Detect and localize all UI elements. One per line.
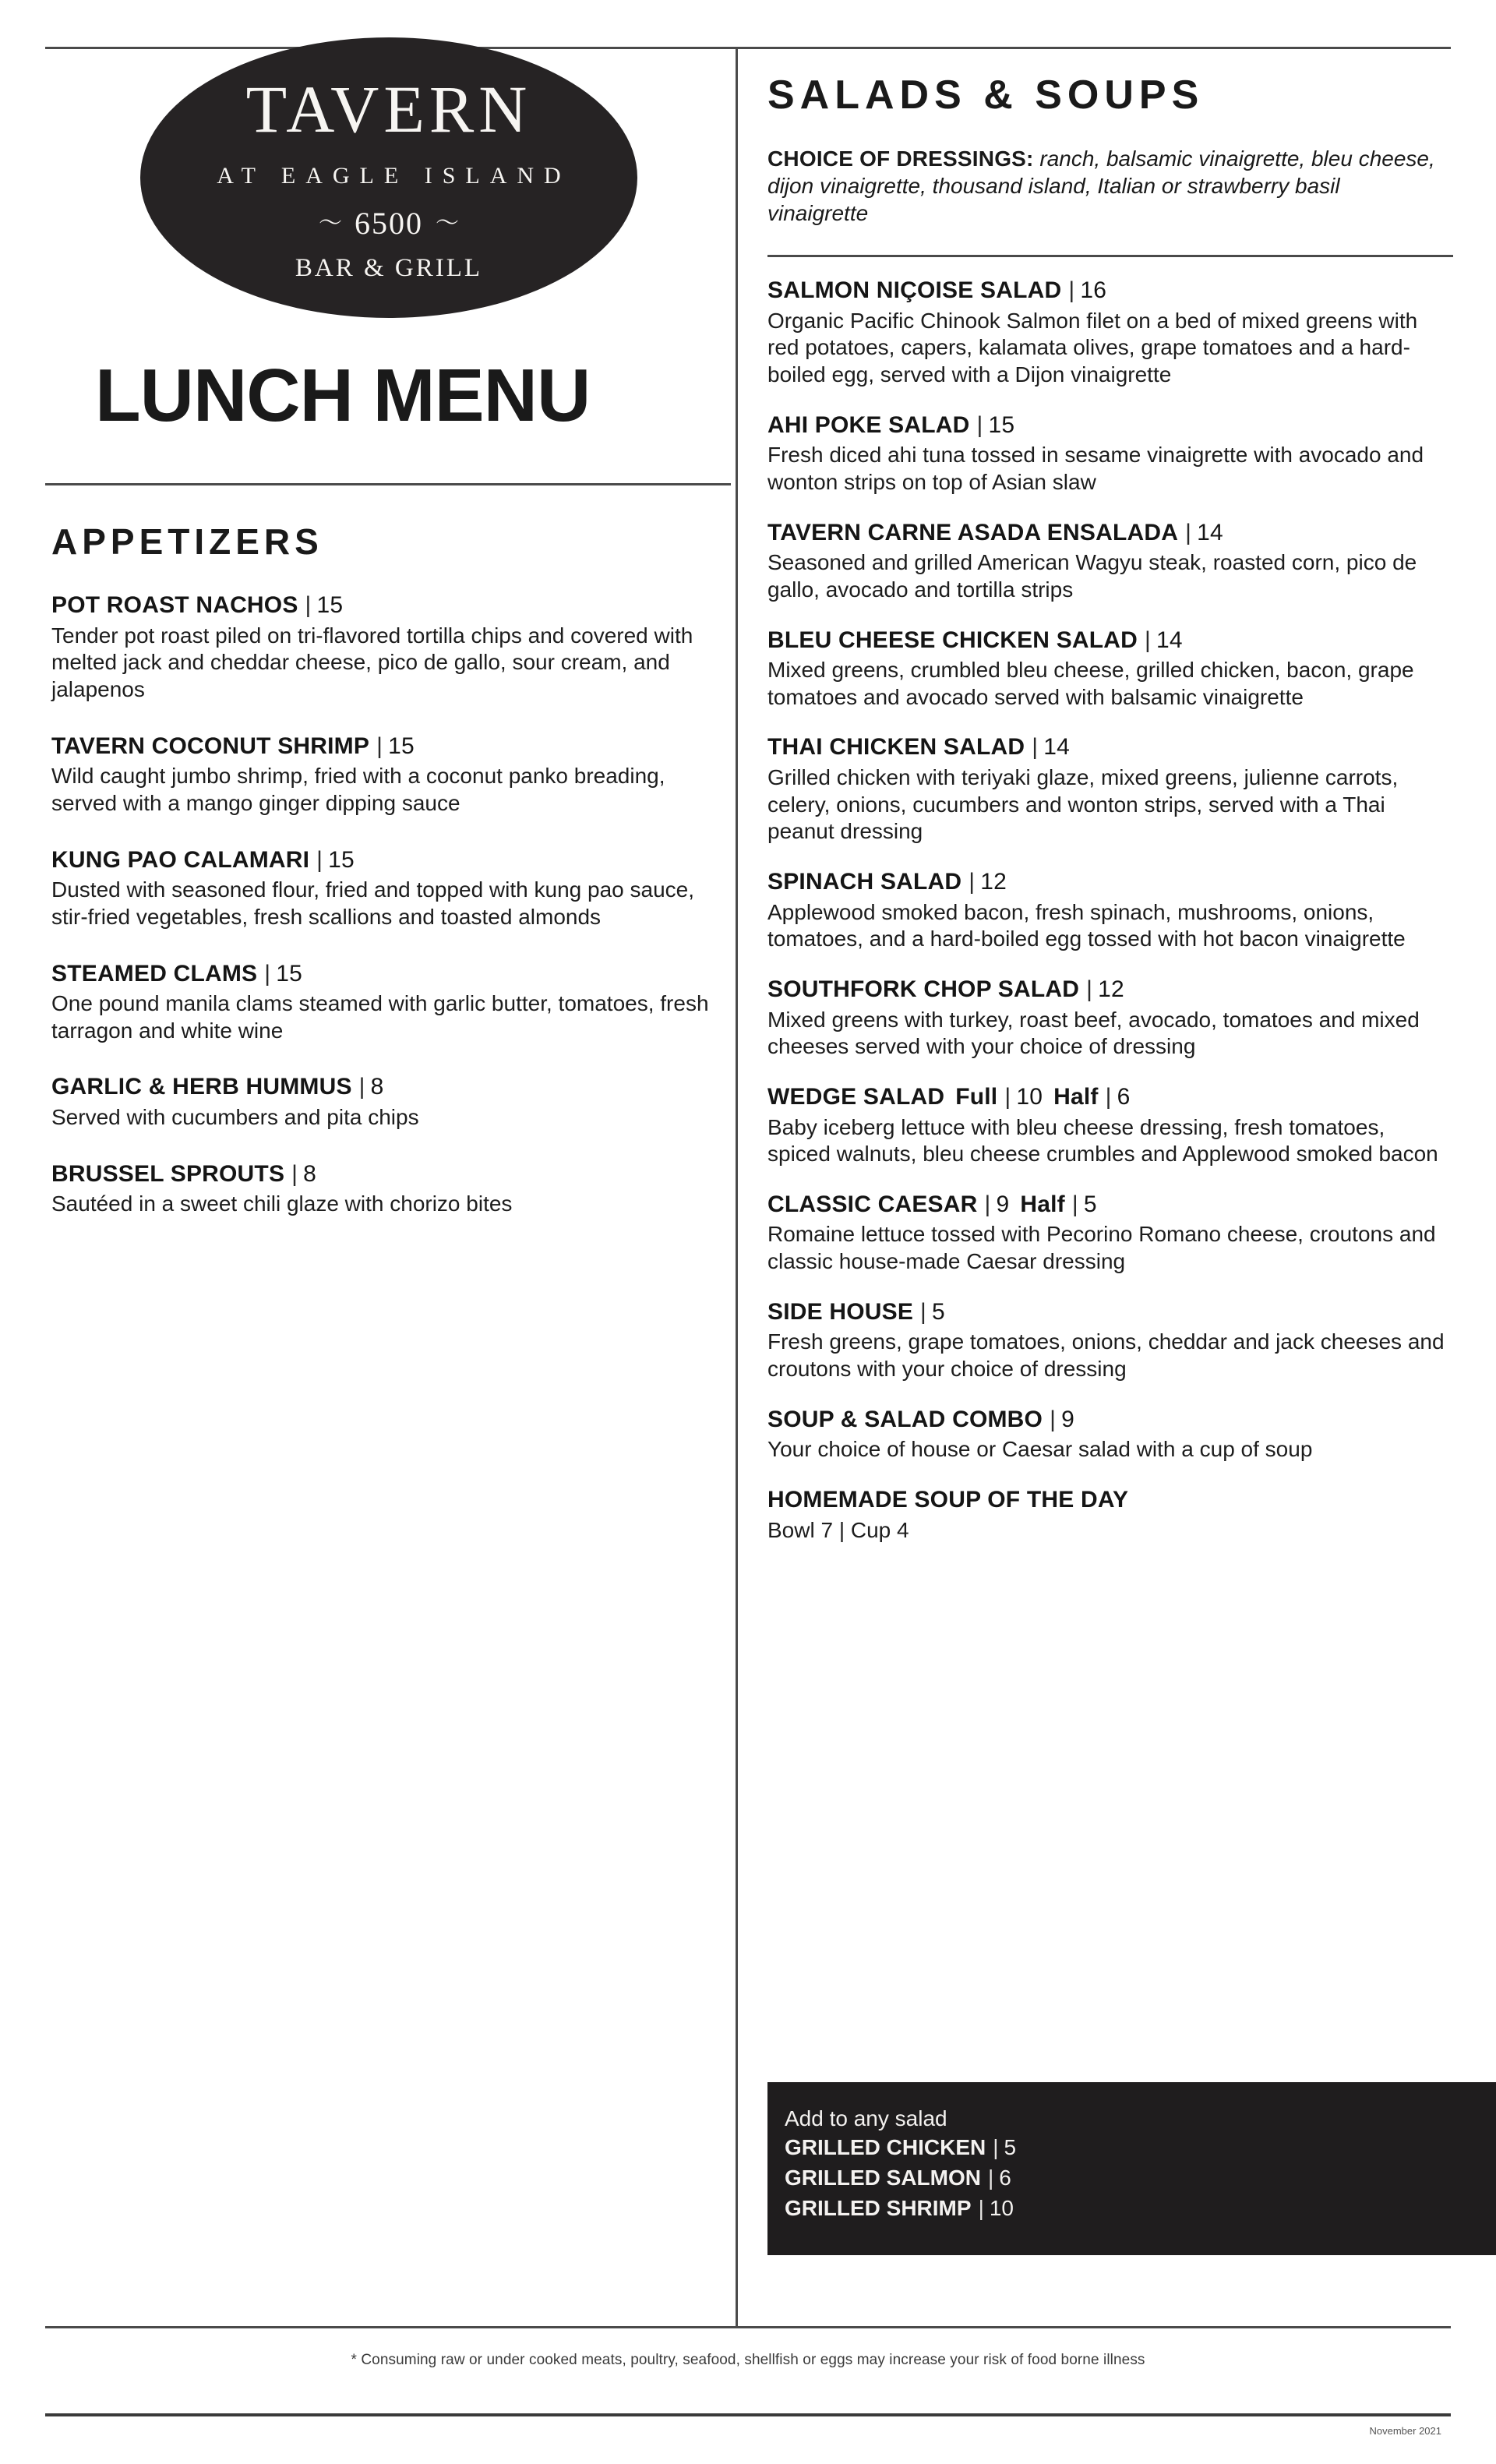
menu-item-header [767,869,1453,896]
menu-item-description: Organic Pacific Chinook Salmon filet on a bed of mixed greens with red potatoes, capers, kalamata olives, grape tomatoes and a hard-boiled egg, served with a Dijon vinaigrette [767,308,1418,387]
menu-item-name: CLASSIC CAESAR [767,1191,978,1217]
menu-item-description: Bowl 7 | Cup 4 [767,1517,909,1542]
left-column [48,354,726,1248]
menu-item-name: POT ROAST NACHOS [51,592,298,618]
add-to-salad-lead: Add to any salad [785,2106,947,2130]
price-separator: | [969,869,976,895]
page-title: LUNCH MENU [95,354,591,437]
menu-item-name: SALMON NIÇOISE SALAD [767,277,1062,303]
add-on-price: 5 [1004,2134,1017,2159]
menu-item-price: 12 [1098,976,1124,1003]
swash-left-icon: 〜 [319,210,342,236]
add-on-separator: | [993,2134,999,2159]
menu-item-header [51,847,726,874]
price-separator: | [264,960,271,987]
price-separator: | [1068,277,1075,303]
menu-item-description: Grilled chicken with teriyaki glaze, mixed greens, julienne carrots, celery, onions, cucumbers and wonton strips, served with a Thai peanut dressing [767,764,1399,844]
add-to-salad-rows [785,2134,1496,2223]
menu-item-header [51,733,726,761]
menu-item-name: GARLIC & HERB HUMMUS [51,1074,352,1100]
menu-item-name: TAVERN COCONUT SHRIMP [51,732,370,759]
menu-item-description: Mixed greens, crumbled bleu cheese, grilled chicken, bacon, grape tomatoes and avocado served with balsamic vinaigrette [767,658,1414,709]
menu-item-name: TAVERN CARNE ASADA ENSALADA [767,519,1179,545]
menu-item-price: 8 [370,1074,384,1100]
menu-item [767,869,1453,953]
menu-item-description: Romaine lettuce tossed with Pecorino Romano cheese, croutons and classic house-made Caesar dressing [767,1222,1436,1274]
appetizers-section-heading: APPETIZERS [51,521,323,562]
menu-item-description: Fresh greens, grape tomatoes, onions, cheddar and jack cheeses and croutons with your choice of dressing [767,1329,1445,1382]
right-column [767,72,1453,1567]
menu-item-price: 16 [1080,277,1107,303]
menu-item-description: Served with cucumbers and pita chips [51,1104,419,1129]
menu-item [767,734,1453,845]
price-separator-secondary: | [1105,1084,1112,1110]
logo-text-group [140,37,637,318]
swash-right-icon: 〜 [436,210,459,236]
add-on-price: 6 [999,2165,1011,2190]
menu-item-price: 12 [980,869,1007,895]
price-separator: | [1145,627,1152,653]
add-on-separator: | [978,2195,984,2220]
add-on-name: GRILLED SHRIMP [785,2195,972,2220]
price-separator: | [1086,976,1093,1003]
menu-item-price: 14 [1043,734,1071,761]
menu-item-name: SOUP & SALAD COMBO [767,1406,1043,1432]
logo-brand-name: TAVERN [245,72,532,146]
menu-item-description: Fresh diced ahi tuna tossed in sesame vinaigrette with avocado and wonton strips on top of Asian slaw [767,443,1424,494]
price-separator: | [1050,1406,1057,1432]
menu-item [767,412,1453,496]
menu-item-price-secondary: 6 [1117,1084,1131,1110]
footer-disclaimer: * Consuming raw or under cooked meats, poultry, seafood, shellfish or eggs may increase your risk of food borne illness [351,2352,1145,2368]
footer-bottom-rule [45,2413,1451,2416]
price-separator: | [1032,734,1039,761]
menu-item-name: SIDE HOUSE [767,1298,914,1325]
menu-item-description: Your choice of house or Caesar salad with a cup of soup [767,1437,1313,1462]
add-on-row [785,2164,1496,2193]
menu-item-price: 14 [1156,627,1183,653]
menu-item-header [767,1407,1453,1434]
menu-item-name: SOUTHFORK CHOP SALAD [767,976,1080,1003]
menu-item [767,976,1453,1061]
menu-item [51,1074,726,1131]
price-separator: | [316,846,323,873]
menu-item-description: One pound manila clams steamed with garlic butter, tomatoes, fresh tarragon and white wine [51,991,709,1043]
menu-item-header [767,627,1453,655]
add-on-price: 10 [989,2195,1014,2220]
menu-item-size-label-secondary: Half [1020,1191,1065,1217]
menu-item-description: Sautéed in a sweet chili glaze with chorizo bites [51,1191,513,1216]
menu-item-price-secondary: 5 [1083,1191,1097,1217]
price-separator: | [305,592,312,618]
menu-item-price: 9 [996,1191,1010,1217]
menu-item-price: 5 [932,1298,945,1325]
menu-item-price: 15 [316,592,344,618]
menu-item-name: BRUSSEL SPROUTS [51,1160,285,1187]
menu-item-header [767,734,1453,761]
menu-item-price: 8 [303,1160,317,1187]
menu-item [51,1161,726,1218]
add-on-name: GRILLED SALMON [785,2165,981,2190]
salads-item-list [767,277,1453,1544]
column-divider [736,47,738,2326]
menu-item-header [767,520,1453,547]
menu-item-name: WEDGE SALAD [767,1084,945,1110]
price-separator-secondary: | [1071,1191,1078,1217]
menu-item-description: Seasoned and grilled American Wagyu steak, roasted corn, pico de gallo, avocado and tortilla strips [767,550,1417,602]
footer-date: November 2021 [1369,2425,1441,2437]
menu-item-name: SPINACH SALAD [767,869,962,895]
menu-item-price: 15 [328,846,355,873]
menu-item-header [767,412,1453,439]
menu-item-description: Tender pot roast piled on tri-flavored tortilla chips and covered with melted jack and cheddar cheese, pico de gallo, sour cream, and jalapenos [51,623,693,701]
menu-item-description: Mixed greens with turkey, roast beef, avocado, tomatoes and mixed cheeses served with your choice of dressing [767,1007,1420,1059]
menu-item-header [767,976,1453,1004]
menu-item [767,1407,1453,1463]
menu-item [767,1191,1453,1276]
footer-top-rule [45,2326,1451,2328]
menu-item-description: Dusted with seasoned flour, fried and topped with kung pao sauce, stir-fried vegetables, fresh scallions and toasted almonds [51,877,694,929]
dressings-note [767,145,1445,227]
menu-item-header [51,1161,726,1188]
menu-item-size-label-secondary: Half [1053,1084,1099,1110]
menu-item-description: Applewood smoked bacon, fresh spinach, mushrooms, onions, tomatoes, and a hard-boiled egg tossed with hot bacon vinaigrette [767,899,1406,951]
menu-item-header [767,277,1453,305]
add-on-row [785,2194,1496,2223]
menu-item-price: 15 [388,732,415,759]
menu-item-price: 9 [1061,1406,1074,1432]
menu-item-price: 14 [1197,519,1223,545]
menu-item [767,520,1453,604]
menu-item [767,277,1453,389]
price-separator: | [984,1191,991,1217]
price-separator: | [920,1298,927,1325]
dressings-underline-rule [767,255,1453,257]
logo-number: 6500 [355,206,423,241]
menu-item-price: 15 [988,411,1015,438]
menu-item-name: KUNG PAO CALAMARI [51,846,310,873]
logo-brand-subtitle: AT EAGLE ISLAND [217,163,571,189]
menu-item-name: BLEU CHEESE CHICKEN SALAD [767,627,1138,653]
price-separator: | [976,411,983,438]
price-separator: | [291,1160,298,1187]
menu-item-price: 15 [276,960,303,987]
menu-item [51,592,726,704]
menu-item-header [767,1084,1453,1111]
menu-item-name: STEAMED CLAMS [51,960,258,987]
menu-item-header [767,1191,1453,1219]
menu-item-price: 10 [1016,1084,1043,1110]
add-on-separator: | [988,2165,994,2190]
add-on-row [785,2134,1496,2162]
menu-item-header [51,961,726,988]
menu-item-header [767,1299,1453,1326]
logo-tagline: BAR & GRILL [295,254,483,282]
menu-item [51,847,726,931]
dressings-label: CHOICE OF DRESSINGS: [767,146,1034,171]
logo-number-row [319,205,459,242]
menu-item-name: HOMEMADE SOUP OF THE DAY [767,1487,1129,1513]
price-separator: | [1185,519,1192,545]
menu-item-header [51,1074,726,1101]
menu-item [51,961,726,1045]
menu-item-description: Wild caught jumbo shrimp, fried with a coconut panko breading, served with a mango ginger dipping sauce [51,764,665,815]
menu-item-name: AHI POKE SALAD [767,411,970,438]
menu-item [51,733,726,817]
menu-item [767,1084,1453,1168]
price-separator: | [376,732,383,759]
add-to-salad-box [767,2082,1496,2255]
menu-item [767,1299,1453,1383]
add-on-name: GRILLED CHICKEN [785,2134,986,2159]
dressings-list: ranch, balsamic vinaigrette, bleu cheese, dijon vinaigrette, thousand island, Italian or strawberry basil vinaigrette [767,146,1435,225]
price-separator: | [358,1074,365,1100]
menu-item-description: Baby iceberg lettuce with bleu cheese dressing, fresh tomatoes, spiced walnuts, bleu cheese crumbles and Applewood smoked bacon [767,1114,1438,1167]
menu-item [767,1487,1453,1544]
menu-item-header [51,592,726,620]
restaurant-logo [140,37,637,318]
appetizers-item-list [48,592,726,1218]
menu-item-header [767,1487,1453,1514]
salads-soups-section-heading: SALADS & SOUPS [767,72,1205,118]
menu-item-name: THAI CHICKEN SALAD [767,734,1025,761]
price-separator: | [1004,1084,1011,1110]
menu-item-size-label: Full [955,1084,998,1110]
menu-item [767,627,1453,711]
